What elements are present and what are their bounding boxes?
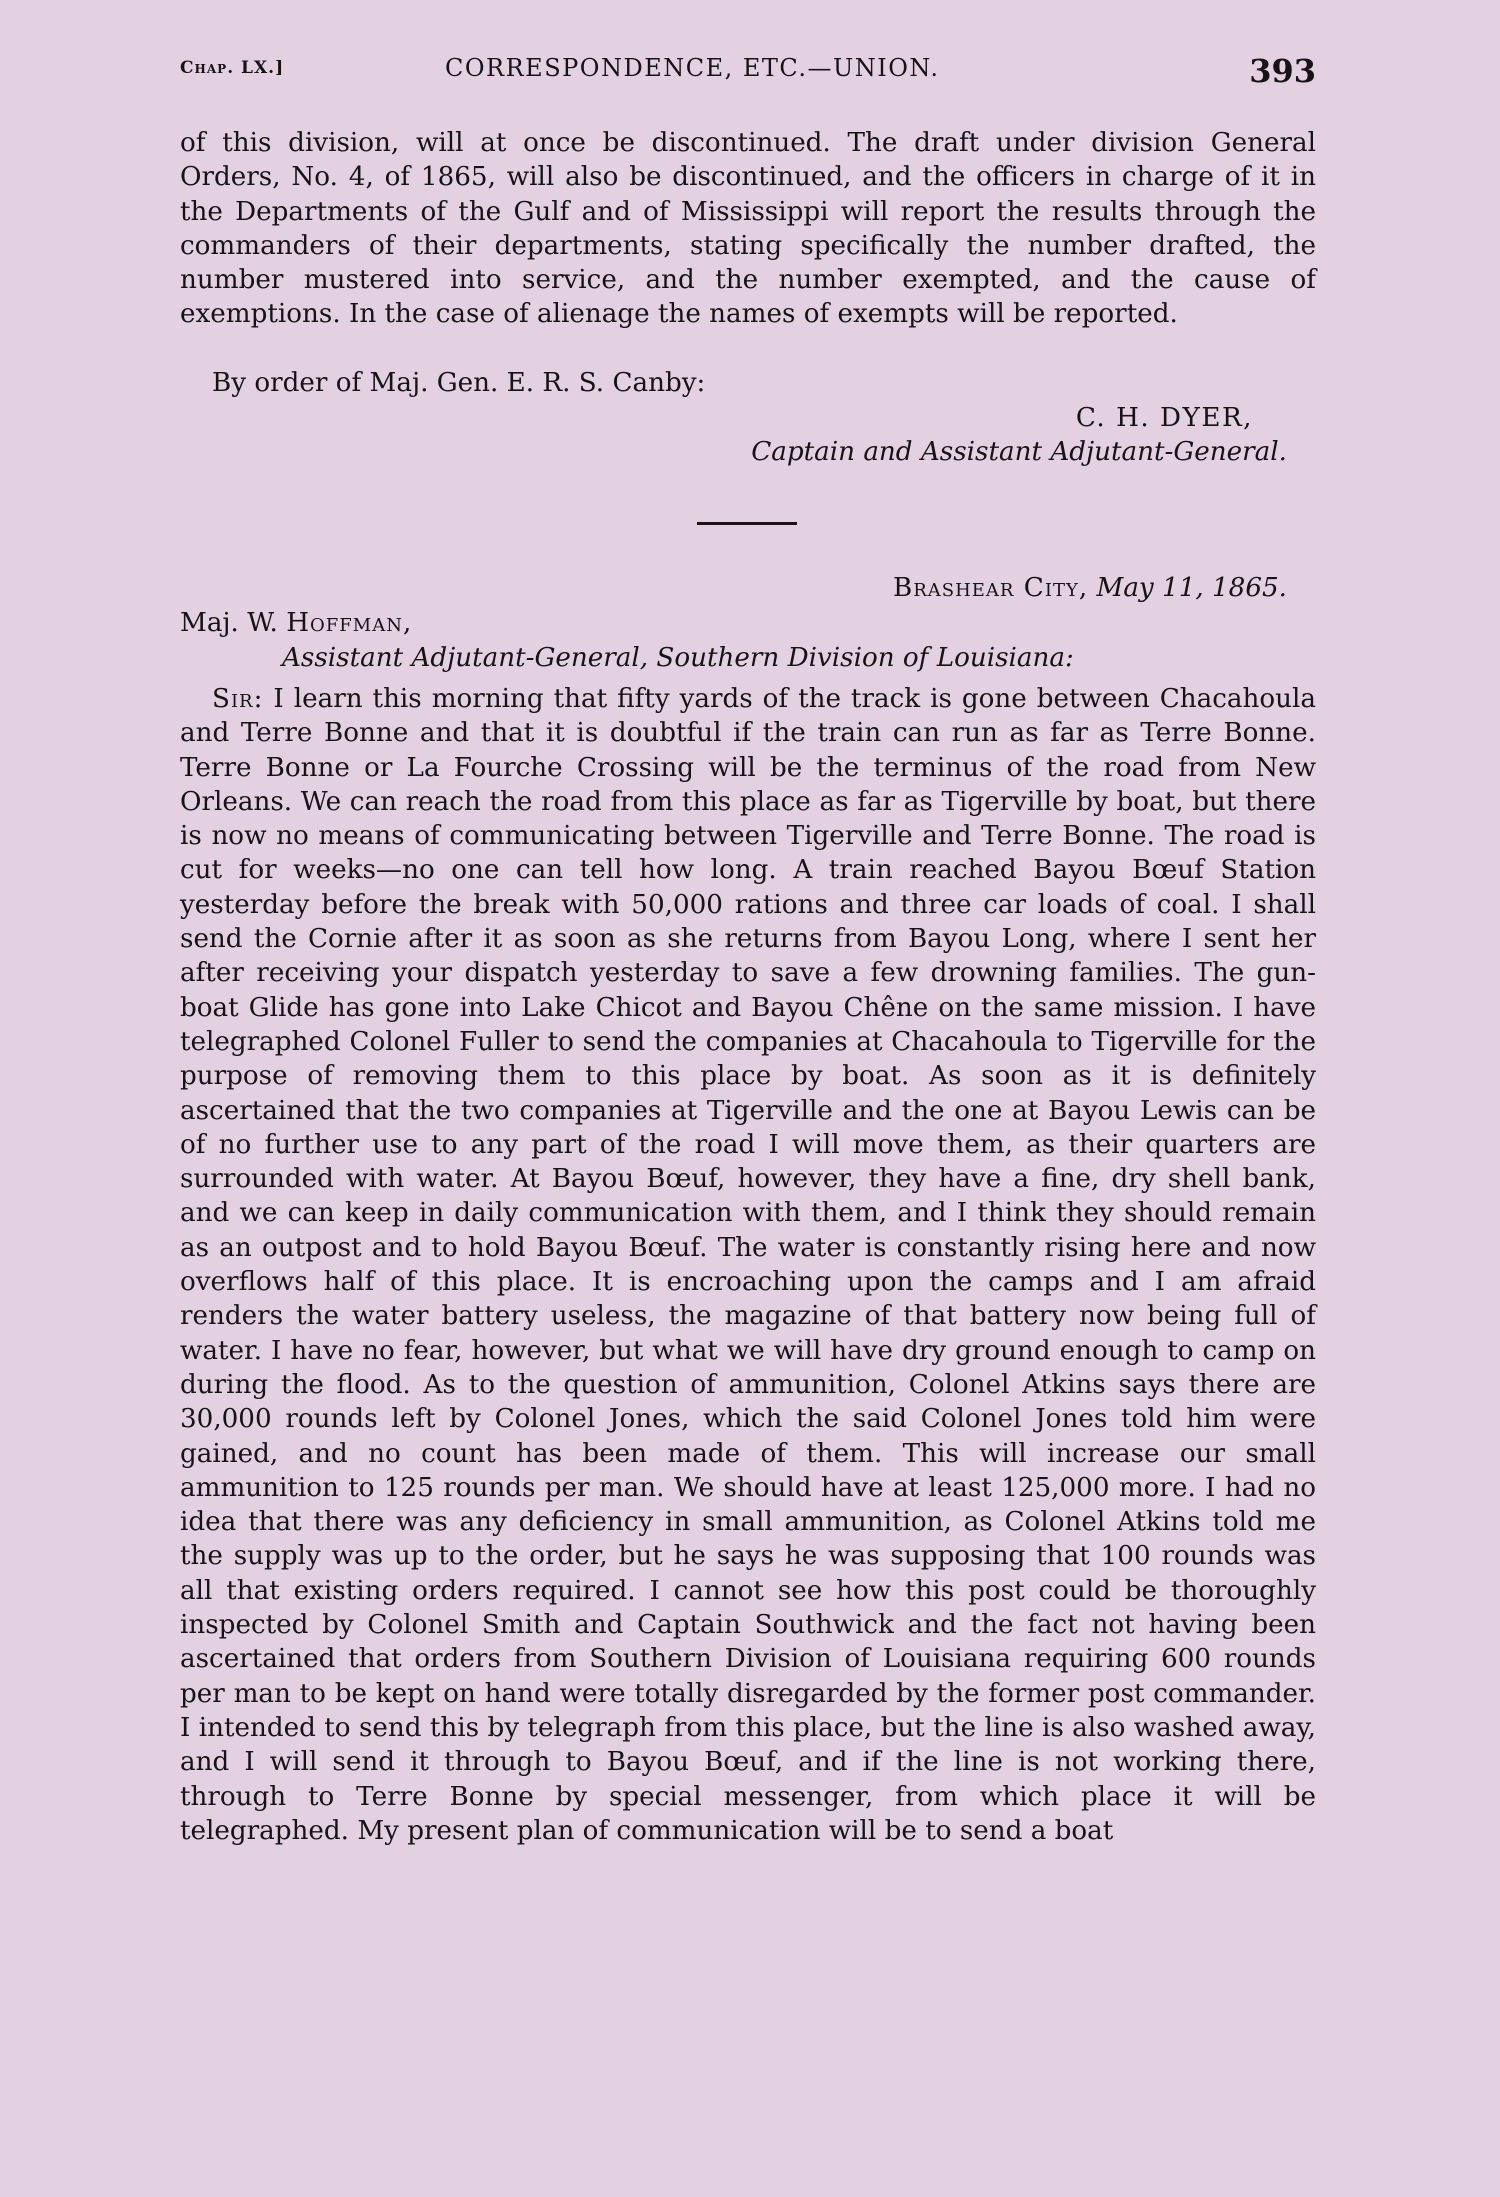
section-divider <box>697 522 797 525</box>
signer-name: C. H. DYER, <box>1075 403 1253 433</box>
addressee <box>180 606 412 640</box>
salutation: Sir: <box>212 684 264 714</box>
first-letter-continuation: of this division, will at once be discontinued. The draft under division General Orders, No. 4, of 1865, will also be discontinued, and the officers in charge of it in the Departments of the Gulf and of Mississippi will report the results through the commanders of their departments, stating specifically the number drafted, the number mustered into service, and the number exempted, and the cause of exemptions. In the case of alienage the names of exempts will be reported. <box>180 128 1316 330</box>
dateline-date: May 11, 1865. <box>1096 573 1287 603</box>
running-title: CORRESPONDENCE, ETC.—UNION. <box>445 54 940 82</box>
chapter-label: Chap. LX.] <box>180 58 285 78</box>
addressee-title: Assistant Adjutant-General, Southern Division of Louisiana: <box>282 643 1074 673</box>
dateline-place: Brashear City, <box>892 573 1089 603</box>
page-number: 393 <box>1249 52 1316 90</box>
letter-body-text: I learn this morning that fifty yards of the track is gone between Chacahoula and Terre Bonne and that it is doubtful if the train can run as far as Terre Bonne. Terre Bonne or La Fourche Crossing will be the terminus of the road from New Orleans. We can reach the road from this place as far as Tigerville by boat, but there is now no means of communicating between Tigerville and Terre Bonne. The road is cut for weeks—no one can tell how long. A train reached Bayou Bœuf Station yesterday before the break with 50,000 rations and three car loads of coal. I shall send the Cornie after it as soon as she returns from Bayou Long, where I sent her after receiving your dispatch yesterday to save a few drowning families. The gun-boat Glide has gone into Lake Chicot and Bayou Chêne on the same mission. I have telegraphed Colonel Fuller to send the companies at Chacahoula to Tigerville for the purpose of removing them to this place by boat. As soon as it is definitely ascertained that the two companies at Tigerville and the one at Bayou Lewis can be of no further use to any part of the road I will move them, as their quarters are surrounded with water. At Bayou Bœuf, however, they have a fine, dry shell bank, and we can keep in daily communication with them, and I think they should remain as an outpost and to hold Bayou Bœuf. The water is constantly rising here and now overflows half of this place. It is encroaching upon the camps and I am afraid renders the water battery useless, the magazine of that battery now being full of water. I have no fear, however, but what we will have dry ground enough to camp on during the flood. As to the question of ammunition, Colonel Atkins says there are 30,000 rounds left by Colonel Jones, which the said Colonel Jones told him were gained, and no count has been made of them. This will increase our small ammunition to 125 rounds per man. We should have at least 125,000 more. I had no idea that there was any deficiency in small ammunition, as Colonel Atkins told me the supply was up to the order, but he says he was supposing that 100 rounds was all that existing orders required. I cannot see how this post could be thoroughly inspected by Colonel Smith and Captain Southwick and the fact not having been ascertained that orders from Southern Division of Louisiana requiring 600 rounds per man to be kept on hand were totally disregarded by the former post commander. I intended to send this by telegraph from this place, but the line is also washed away, and I will send it through to Bayou Bœuf, and if the line is not working there, through to Terre Bonne by special messenger, from which place it will be telegraphed. My present plan of communication will be to send a boat <box>180 684 1316 1846</box>
second-letter-body <box>180 682 1316 1848</box>
by-order-line: By order of Maj. Gen. E. R. S. Canby: <box>212 368 706 398</box>
signer-title: Captain and Assistant Adjutant-General. <box>751 437 1287 467</box>
addressee-name: Hoffman, <box>286 608 413 638</box>
dateline <box>893 571 1287 605</box>
running-header <box>180 52 1316 96</box>
addressee-rank: Maj. W. <box>180 608 278 638</box>
